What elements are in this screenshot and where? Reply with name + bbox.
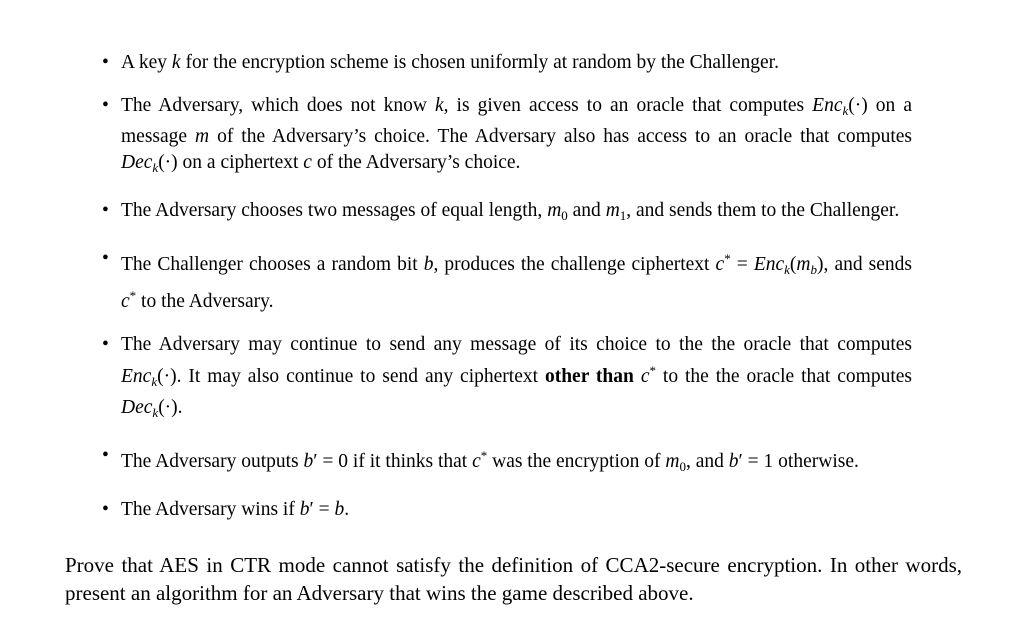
bullet-item: • A key k for the encryption scheme is chosen uniformly at random by the Challenger. <box>102 50 912 76</box>
game-steps-list <box>102 50 912 523</box>
bullet-item: • The Challenger chooses a random bit b, produces the challenge ciphertext $c^* = Enc_k(m_b)$, and sends c* to the Adversary. <box>102 246 912 315</box>
bullet-item: • The Adversary outputs b′ = 0 if it thinks that c* was the encryption of $m_0$, and b′ = 1 otherwise. <box>102 443 912 480</box>
bullet-item: • The Adversary, which does not know k, is given access to an oracle that computes Enc$_k$(·) on a message m of the Adversary’s choice. The Adversary also has access to an oracle that computes Dec$_k$(·) on a ciphertext c of the Adversary’s choice. <box>102 93 912 181</box>
bullet-item: • The Adversary wins if b′ = b. <box>102 497 912 523</box>
question-paragraph: Prove that AES in CTR mode cannot satisfy the definition of CCA2-secure encryption. In other words, present an algorithm for an Adversary that wins the game described above. <box>65 553 962 605</box>
bullet-item: • The Adversary may continue to send any message of its choice to the the oracle that computes Enc$_k$(·). It may also continue to send any ciphertext other than c* to the the oracle that computes Dec$_k$(·). <box>102 332 912 426</box>
bullet-item: • The Adversary chooses two messages of equal length, $m_0$ and $m_1$, and sends them to the Challenger. <box>102 198 912 229</box>
